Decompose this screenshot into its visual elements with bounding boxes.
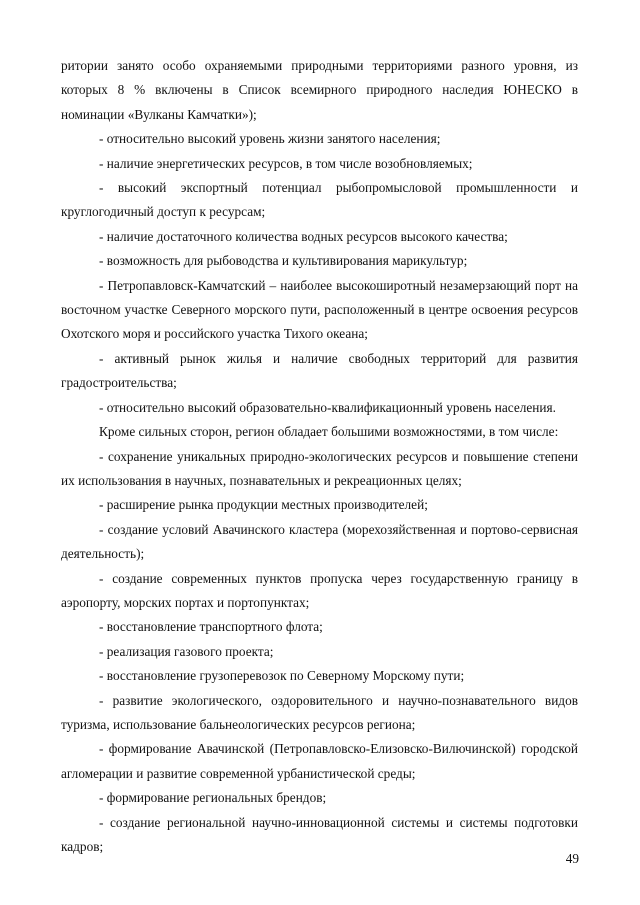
paragraph-local-market: - расширение рынка продукции местных производителей; <box>99 497 428 513</box>
text-body <box>61 54 578 859</box>
paragraph-gas-project: - реализация газового проекта; <box>99 643 274 659</box>
paragraph-port: - Петропавловск-Камчатский – наиболее высокоширотный незамерзающий порт на восточном участке Северного морского пути, расположенный в центре освоения ресурсов Охотского моря и российского участка Тихого океана; <box>61 277 578 342</box>
paragraph-energy-resources: - наличие энергетических ресурсов, в том числе возобновляемых; <box>99 155 473 171</box>
paragraph-avacha-cluster: - создание условий Авачинского кластера (морехозяйственная и портово-сервисная деятельность); <box>61 521 578 562</box>
paragraph-checkpoints: - создание современных пунктов пропуска через государственную границу в аэропорту, морских портах и портопунктах; <box>61 570 578 610</box>
paragraph-agglomeration: - формирование Авачинской (Петропавловско-Елизовско-Вилючинской) городской агломерации и развитие современной урбанистической среды; <box>61 741 578 781</box>
paragraph-export-potential: - высокий экспортный потенциал рыбопромысловой промышленности и круглогодичный доступ к ресурсам; <box>61 180 578 220</box>
page-number: 49 <box>565 851 579 866</box>
paragraph-nature-preservation: - сохранение уникальных природно-экологических ресурсов и повышение степени их использования в научных, познавательных и рекреационных целях; <box>61 448 578 488</box>
paragraph-regional-brands: - формирование региональных брендов; <box>99 790 327 806</box>
paragraph-transport-fleet: - восстановление транспортного флота; <box>99 619 323 635</box>
paragraph-fish-farming: - возможность для рыбоводства и культивирования марикультур; <box>99 253 468 269</box>
paragraph-water-resources: - наличие достаточного количества водных ресурсов высокого качества; <box>99 228 508 244</box>
paragraph-education-level: - относительно высокий образовательно-квалификационный уровень населения. <box>99 399 556 415</box>
paragraph-tourism: - развитие экологического, оздоровительного и научно-познавательного видов туризма, использование бальнеологических ресурсов региона; <box>61 692 578 732</box>
paragraph-living-standard: - относительно высокий уровень жизни занятого населения; <box>99 131 441 147</box>
paragraph-continuation: ритории занято особо охраняемыми природными территориями разного уровня, из которых 8 % включены в Список всемирного природного наследия ЮНЕСКО в номинации «Вулканы Камчатки»); <box>61 58 578 122</box>
paragraph-housing-market: - активный рынок жилья и наличие свободных территорий для развития градостроительства; <box>61 350 578 391</box>
paragraph-northern-sea-route: - восстановление грузоперевозок по Северному Морскому пути; <box>99 668 465 684</box>
paragraph-opportunities-intro: Кроме сильных сторон, регион обладает большими возможностями, в том числе: <box>99 424 559 440</box>
paragraph-innovation-system: - создание региональной научно-инновационной системы и системы подготовки кадров; <box>61 814 578 854</box>
